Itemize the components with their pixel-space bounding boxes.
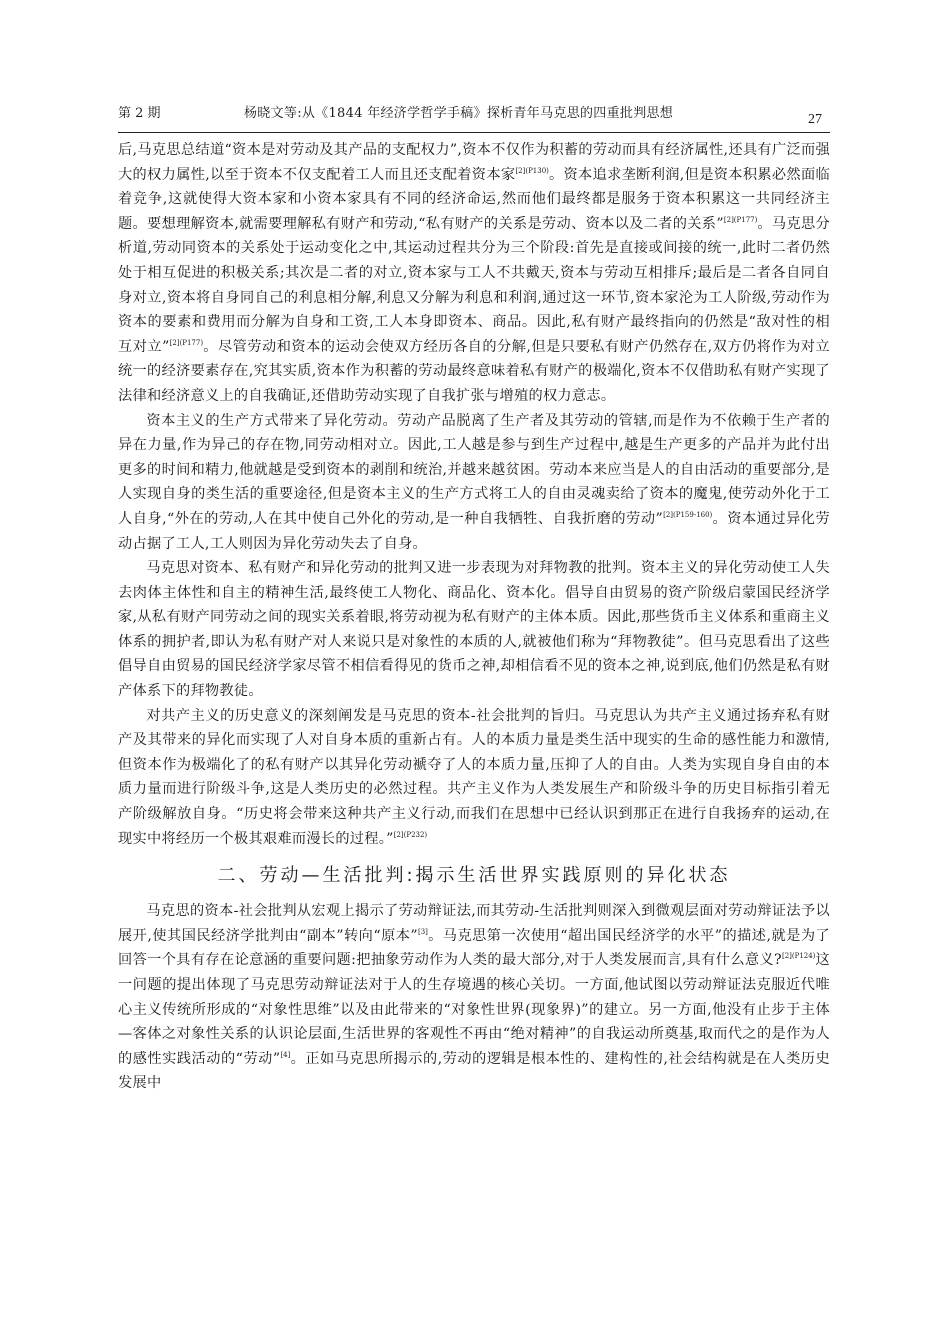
citation-ref: [4] <box>280 1050 291 1059</box>
paragraph-text: 。马克思分析道,劳动同资本的关系处于运动变化之中,其运动过程共分为三个阶段:首先是直接或间接的统一,此时二者仍然处于相互促进的积极关系;其次是二者的对立,资本家与工人不共戴天,资本与劳动互相排斥;最后是二者各自同自身对立,资本将自身同自己的利息相分解,利息又分解为利息和利润,通过这一环节,资本家沦为工人阶级,劳动作为资本的要素和费用而分解为自身和工资,工人本身即资本、商品。因此,私有财产最终指向的仍然是“敌对性的相互对立” <box>118 215 830 355</box>
citation-ref: [2](P124) <box>781 952 816 961</box>
article-body <box>118 138 830 1096</box>
paragraph-text: 这一问题的提出体现了马克思劳动辩证法对于人的生存境遇的核心关切。一方面,他试图以劳动辩证法克服近代唯心主义传统所形成的“对象性思维”以及由此带来的“对象性世界(现象界)”的建立。另一方面,他没有止步于主体—客体之对象性关系的认识论层面,生活世界的客观性不再由“绝对精神”的自我运动所奠基,取而代之的是作为人的感性实践活动的“劳动” <box>118 952 830 1067</box>
paragraph-text: 。尽管劳动和资本的运动会使双方经历各自的分解,但是只要私有财产仍然存在,双方仍将作为对立统一的经济要素存在,究其实质,资本作为积蓄的劳动最终意味着私有财产的极端化,资本不仅借助私有财产实现了法律和经济意义上的自我确证,还借助劳动实现了自我扩张与增殖的权力意志。 <box>118 338 830 404</box>
issue-number: 第 2 期 <box>118 106 161 121</box>
running-title: 杨晓文等:从《1844 年经济学哲学手稿》探析青年马克思的四重批判思想 <box>244 106 674 121</box>
paragraph-text: 。马克思第一次使用“超出国民经济学的水平”的描述,就是为了回答一个具有存在论意涵的重要问题:把抽象劳动作为人类的最大部分,对于人类发展而言,具有什么意义? <box>118 927 830 969</box>
paragraph-text: 马克思的资本-社会批判从宏观上揭示了劳动辩证法,而其劳动-生活批判则深入到微观层面对劳动辩证法予以展开,使其国民经济学批判由“副本”转向“原本” <box>118 903 830 944</box>
body-paragraph <box>118 704 830 852</box>
citation-ref: [2](P177) <box>723 215 758 224</box>
citation-ref: [2](P177) <box>169 338 204 347</box>
paragraph-text: 后,马克思总结道“资本是对劳动及其产品的支配权力”,资本不仅作为积蓄的劳动而具有经济属性,还具有广泛而强大的权力属性,以至于资本不仅支配着工人而且还支配着资本家 <box>118 142 830 183</box>
body-paragraph <box>118 409 830 557</box>
paragraph-text: 。资本通过异化劳动占据了工人,工人则因为异化劳动失去了自身。 <box>118 510 830 552</box>
body-paragraph <box>118 556 830 704</box>
body-paragraph <box>118 138 830 409</box>
citation-ref: [2](P232) <box>393 830 428 839</box>
citation-ref: [2](P159-160) <box>663 510 713 519</box>
citation-ref: [3] <box>417 927 428 936</box>
paragraphs-after-heading <box>118 899 830 1096</box>
paragraph-text: 马克思对资本、私有财产和异化劳动的批判又进一步表现为对拜物教的批判。资本主义的异化劳动使工人失去肉体主体性和自主的精神生活,最终使工人物化、商品化、资本化。倡导自由贸易的资产阶级启蒙国民经济学家,从私有财产同劳动之间的现实关系着眼,将劳动视为私有财产的主体本质。因此,那些货币主义体系和重商主义体系的拥护者,即认为私有财产对人来说只是对象性的本质的人,就被他们称为“拜物教徒”。但马克思看出了这些倡导自由贸易的国民经济学家尽管不相信看得见的货币之神,却相信看不见的资本之神,说到底,他们仍然是私有财产体系下的拜物教徒。 <box>118 560 830 700</box>
page-number: 27 <box>808 112 822 127</box>
section-heading: 二、劳动—生活批判:揭示生活世界实践原则的异化状态 <box>217 865 731 887</box>
paragraph-text: 。正如马克思所揭示的,劳动的逻辑是根本性的、建构性的,社会结构就是在人类历史发展中 <box>118 1050 831 1092</box>
citation-ref: [2](P130) <box>515 166 549 175</box>
header-rule <box>118 132 830 133</box>
page-header <box>118 98 830 136</box>
paragraph-text: 。资本追求垄断利润,但是资本积累必然面临着竞争,这就使得大资本家和小资本家具有不同的经济命运,然而他们最终都是服务于资本积累这一共同经济主题。要想理解资本,就需要理解私有财产和劳动,“私有财产的关系是劳动、资本以及二者的关系” <box>118 166 830 232</box>
paragraphs-before-heading <box>118 138 830 851</box>
paragraph-text: 对共产主义的历史意义的深刻阐发是马克思的资本-社会批判的旨归。马克思认为共产主义通过扬弃私有财产及其带来的异化而实现了人对自身本质的重新占有。人的本质力量是类生活中现实的生命的感性能力和激情,但资本作为极端化了的私有财产以其异化劳动褫夺了人的本质力量,压抑了人的自由。人类为实现自身自由的本质力量而进行阶级斗争,这是人类历史的必然过程。共产主义作为人类发展生产和阶级斗争的历史目标指引着无产阶级解放自身。“历史将会带来这种共产主义行动,而我们在思想中已经认识到那正在进行自我扬弃的运动,在现实中将经历一个极其艰难而漫长的过程。” <box>118 707 830 847</box>
paragraph-text: 资本主义的生产方式带来了异化劳动。劳动产品脱离了生产者及其劳动的管辖,而是作为不依赖于生产者的异在力量,作为异己的存在物,同劳动相对立。因此,工人越是参与到生产过程中,越是生产更多的产品并为此付出更多的时间和精力,他就越是受到资本的剥削和统治,并越来越贫困。劳动本来应当是人的自由活动的重要部分,是人实现自身的类生活的重要途径,但是资本主义的生产方式将工人的自由灵魂卖给了资本的魔鬼,使劳动外化于工人自身,“外在的劳动,人在其中使自己外化的劳动,是一种自我牺牲、自我折磨的劳动” <box>118 412 830 527</box>
body-paragraph <box>118 899 830 1096</box>
